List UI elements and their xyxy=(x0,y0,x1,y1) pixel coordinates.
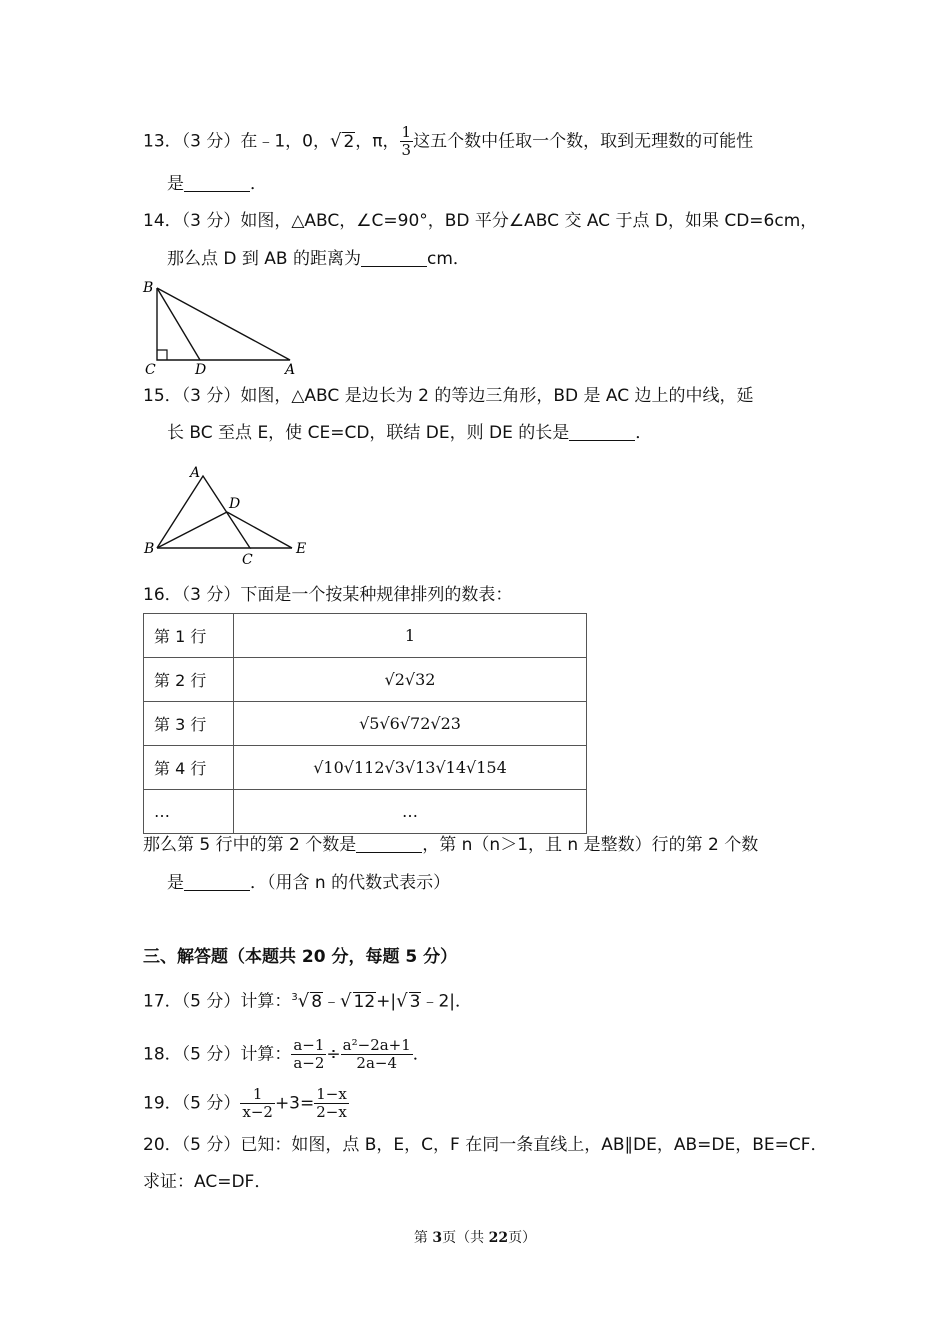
q18-div: ÷ xyxy=(326,1044,341,1065)
row-label: 第 3 行 xyxy=(144,702,234,746)
q17-prefix: 17．（5 分）计算： xyxy=(143,991,292,1012)
row-label: 第 4 行 xyxy=(144,746,234,790)
q16-after-line2 xyxy=(167,871,450,895)
q13-middle: ，π， xyxy=(355,131,400,152)
frac-den: a−2 xyxy=(293,1054,325,1072)
q13-line2 xyxy=(167,172,267,196)
label-d: D xyxy=(229,496,241,512)
q19-mid: +3= xyxy=(274,1093,315,1114)
q18-prefix: 18．（5 分）计算： xyxy=(143,1044,292,1065)
frac-num: a−1 xyxy=(293,1036,325,1054)
label-d: D xyxy=(195,362,207,378)
q16-intro: 16．（3 分）下面是一个按某种规律排列的数表： xyxy=(143,585,513,605)
q18-fraction-1 xyxy=(291,1037,326,1072)
q20-line2: 求证：AC=DF． xyxy=(143,1172,272,1192)
q13-suffix: 这五个数中任取一个数，取到无理数的可能性 xyxy=(413,131,754,152)
q16-after1-b: ，第 n（n＞1，且 n 是整数）行的第 2 个数 xyxy=(422,835,759,855)
answer-blank[interactable] xyxy=(184,173,250,192)
q13-sqrt-arg: 2 xyxy=(343,131,355,152)
q17-cbrt-arg: 8 xyxy=(311,991,323,1012)
answer-blank[interactable] xyxy=(356,834,422,853)
frac-den: x−2 xyxy=(242,1103,273,1121)
q15-triangle-figure xyxy=(140,460,320,570)
q19-fraction-1 xyxy=(240,1086,275,1121)
frac-num: a²−2a+1 xyxy=(342,1036,411,1054)
q14-line2-text: 那么点 D 到 AB 的距离为 xyxy=(167,249,361,269)
row-content: √5√6√72√23 xyxy=(234,702,587,746)
frac-den: 2−x xyxy=(316,1103,347,1121)
row-content: 1 xyxy=(234,614,587,658)
table-row xyxy=(144,658,587,702)
section-heading: 三、解答题（本题共 20 分，每题 5 分） xyxy=(143,947,458,967)
q13-frac-num: 1 xyxy=(401,123,412,141)
row-content: … xyxy=(234,790,587,834)
q17-sqrt1: 12 xyxy=(353,991,376,1012)
q15-line1: 15．（3 分）如图，△ABC 是边长为 2 的等边三角形，BD 是 AC 边上的中线，延 xyxy=(143,386,754,406)
frac-num: 1−x xyxy=(316,1085,347,1103)
table-row xyxy=(144,614,587,658)
q13-fraction xyxy=(400,124,414,159)
page-number: 3 xyxy=(432,1230,443,1246)
q17-minus: ﹣ xyxy=(323,991,341,1012)
q13-end: ． xyxy=(250,174,267,194)
label-b: B xyxy=(143,280,154,296)
q16-after2-a: 是 xyxy=(167,873,184,893)
q14-line1: 14．（3 分）如图，△ABC，∠C=90°，BD 平分∠ABC 交 AC 于点 D，如果 CD=6cm， xyxy=(143,211,818,231)
footer-a: 第 xyxy=(413,1230,433,1246)
sqrt-sign: √ xyxy=(396,990,408,1012)
q20-line1: 20．（5 分）已知：如图，点 B，E，C，F 在同一条直线上，AB∥DE，AB=DE，BE=CF． xyxy=(143,1135,828,1155)
table-row xyxy=(144,790,587,834)
label-b: B xyxy=(144,541,155,557)
footer-b: 页（共 xyxy=(442,1230,489,1246)
cbrt-index: 3 xyxy=(291,992,298,1003)
q15-end: ． xyxy=(635,423,653,443)
table-row xyxy=(144,746,587,790)
row-content: √10√112√3√13√14√154 xyxy=(234,746,587,790)
q19-prefix: 19．（5 分） xyxy=(143,1093,241,1114)
answer-blank[interactable] xyxy=(361,248,427,267)
label-a: A xyxy=(285,362,296,378)
row-label: … xyxy=(144,790,234,834)
q13-line1 xyxy=(143,124,753,159)
q15-line2 xyxy=(167,421,652,445)
q16-after-line1 xyxy=(143,833,758,857)
frac-num: 1 xyxy=(240,1086,275,1104)
total-pages: 22 xyxy=(488,1230,509,1246)
q17-plus: +| xyxy=(376,991,397,1012)
frac-den: 2a−4 xyxy=(356,1054,398,1072)
q19-fraction-2 xyxy=(314,1086,349,1121)
q13-frac-den: 3 xyxy=(401,141,412,159)
answer-blank[interactable] xyxy=(184,872,250,891)
q14-end: cm． xyxy=(427,249,470,269)
answer-blank[interactable] xyxy=(569,422,635,441)
q16-after2-b: ．（用含 n 的代数式表示） xyxy=(250,873,451,893)
q18-end: ． xyxy=(412,1044,430,1065)
label-c: C xyxy=(242,552,253,568)
label-a: A xyxy=(190,465,201,481)
row-label: 第 2 行 xyxy=(144,658,234,702)
q14-triangle-figure xyxy=(140,278,310,378)
q16-after1-a: 那么第 5 行中的第 2 个数是 xyxy=(143,835,357,855)
label-e: E xyxy=(296,541,307,557)
row-content: √2√32 xyxy=(234,658,587,702)
table-row xyxy=(144,702,587,746)
number-table xyxy=(143,613,587,834)
q18-line xyxy=(143,1037,430,1072)
q15-line2-text: 长 BC 至点 E，使 CE=CD，联结 DE，则 DE 的长是 xyxy=(167,423,570,443)
q17-tail: ﹣2|． xyxy=(421,991,473,1012)
label-c: C xyxy=(145,362,156,378)
sqrt-sign: √ xyxy=(297,990,310,1012)
sqrt-sign: √ xyxy=(329,130,342,152)
q17-sqrt2: 3 xyxy=(409,991,421,1012)
footer-c: 页） xyxy=(508,1230,537,1246)
q17-line xyxy=(143,986,472,1014)
q13-line2-text: 是 xyxy=(167,174,184,194)
q14-line2 xyxy=(167,247,470,271)
sqrt-sign: √ xyxy=(340,990,352,1012)
q19-line xyxy=(143,1086,349,1121)
q13-prefix: 13．（3 分）在﹣1，0， xyxy=(143,131,330,152)
page-footer xyxy=(0,1227,950,1247)
q18-fraction-2 xyxy=(341,1037,413,1072)
row-label: 第 1 行 xyxy=(144,614,234,658)
